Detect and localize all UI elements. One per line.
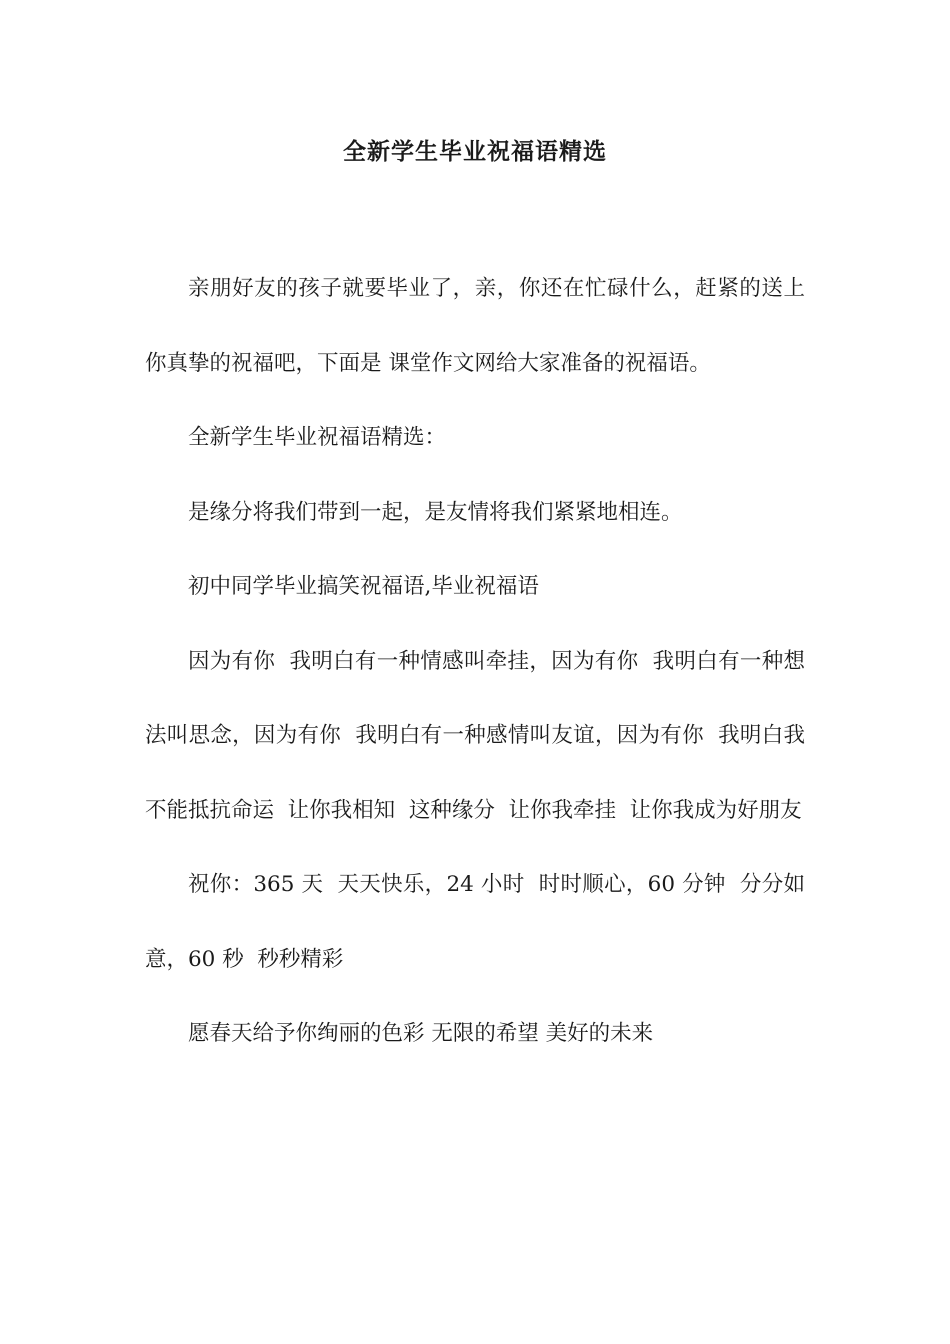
paragraph-intro: 亲朋好友的孩子就要毕业了，亲，你还在忙碌什么，赶紧的送上你真挚的祝福吧，下面是 课堂作文网给大家准备的祝福语。 xyxy=(145,276,805,376)
paragraph-blessing-3: 祝你：365 天 天天快乐，24 小时 时时顺心，60 分钟 分分如意，60 秒 秒秒精彩 xyxy=(145,872,805,972)
document-title: 全新学生毕业祝福语精选 xyxy=(343,138,607,165)
document-body xyxy=(145,252,805,1072)
paragraph-blessing-1: 是缘分将我们带到一起，是友情将我们紧紧地相连。 xyxy=(188,499,683,525)
paragraph-section-heading: 全新学生毕业祝福语精选： xyxy=(188,425,447,450)
paragraph-subheading: 初中同学毕业搞笑祝福语,毕业祝福语 xyxy=(188,574,539,599)
paragraph-blessing-2: 因为有你 我明白有一种情感叫牵挂，因为有你 我明白有一种想法叫思念，因为有你 我明白有一种感情叫友谊，因为有你 我明白我不能抵抗命运 让你我相知 这种缘分 让你我牵挂 让你我成为好朋友 xyxy=(145,648,805,823)
paragraph-blessing-4: 愿春天给予你绚丽的色彩 无限的希望 美好的未来 xyxy=(188,1021,654,1046)
